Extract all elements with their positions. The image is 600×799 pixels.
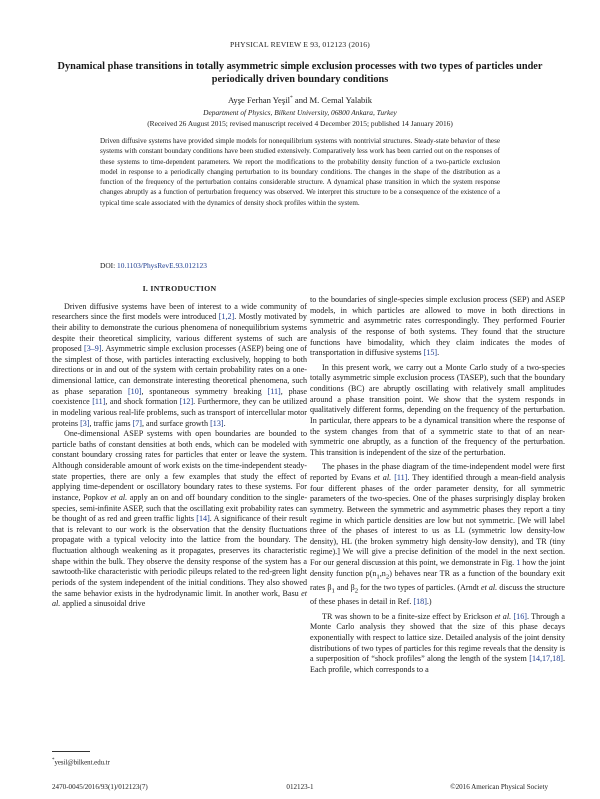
footnote-email[interactable]: yesil@bilkent.edu.tr	[54, 759, 110, 767]
citation-link[interactable]: [16]	[513, 611, 527, 621]
footer-issn: 2470-0045/2016/93(1)/012123(7)	[52, 783, 148, 791]
doi-label: DOI:	[100, 261, 118, 270]
footnote-divider	[52, 751, 90, 752]
citation-link[interactable]: [11]	[92, 397, 106, 407]
received-dates: (Received 26 August 2015; revised manuscript received 4 December 2015; published 14 January 2016)	[147, 119, 453, 128]
citation-link[interactable]: [11]	[394, 473, 408, 482]
paragraph-4: In this present work, we carry out a Monte Carlo study of a two-species totally asymmetric simple exclusion process (TASEP), such that the boundary conditions (BC) are abruptly oscillating with relatively small amplitudes around a phase transition point. We show that the system responds in qualitatively different forms, depending on the frequency of the perturbation. In particular, there appears to be a dynamical transition where the response of the system changes from that of a symmetric state to that of an near-symmetric one abruptly, as a function of the frequency of the perturbation. This transition is independent of the size of the perturbation.	[310, 362, 565, 457]
footer-copyright: ©2016 American Physical Society	[450, 783, 548, 791]
journal-header: PHYSICAL REVIEW E 93, 012123 (2016)	[230, 40, 370, 49]
citation-link[interactable]: [1,2]	[218, 312, 235, 322]
paragraph-3: to the boundaries of single-species simple exclusion process (SEP) and ASEP models, in which particles are allowed to move in both directions in symmetric and asymmetric rates correspondingly. They performed Fourier analysis of the response of both systems. They found that the structure functions have bimodality, which they claim indicates the modes of transportation in diffusive systems [15].	[310, 295, 565, 358]
article-title: Dynamical phase transitions in totally asymmetric simple exclusion processes with two types of particles under periodically driven boundary conditions	[57, 61, 543, 86]
author-1-footnote-mark[interactable]: *	[289, 95, 293, 102]
right-column	[310, 295, 565, 675]
citation-link[interactable]: [3–9]	[84, 344, 102, 354]
abstract: Driven diffusive systems have provided simple models for nonequilibrium systems with nontrivial structures. Steady-state behavior of these systems with constant boundary conditions have been studied extensively. Comparatively less work has been carried out on the responses of these systems to time-dependent parameters. We report the modifications to the probability density function of a two-particle exclusion model in response to a periodically changing perturbation to its boundary conditions. The changes in the shape of the distribution as a function of the frequency of the perturbation contains considerable structure. A dynamical phase transition in which the system response changes abruptly as a function of perturbation frequency was observed. We interpret this structure to be a consequence of the existence of a typical time scale associated with the dynamics of density shock profiles within the system.	[100, 137, 500, 207]
paragraph-5: The phases in the phase diagram of the time-independent model were first reported by Evans et al. [11]. They identified through a mean-field analysis four different phases of the order parameter density, for all symmetric parameters of the two-species. One of the phases surprisingly display broken symmetry. Between the symmetric and asymmetric phases they report a tiny regime in which particle densities are low but not symmetric. [We will label three of the phases of interest to us as LL (symmetric low density-low density), HL (the broken symmetry high density-low density), and TR (tiny regime).] We will give a precise definition of the model in the next section. For our general discussion at this point, we demonstrate in Fig. 1 how the joint density function $p(n_1,n_2)$ behaves near TR as a function of the boundary exit rates $\beta_1$ and $\beta_2$ for the two types of particles. (Arndt et al. discuss the structure of these phases in detail in Ref. [18].)	[310, 462, 565, 607]
section-heading: I. INTRODUCTION	[142, 284, 217, 293]
citation-link[interactable]: [7]	[132, 418, 142, 428]
citation-link[interactable]: [3]	[80, 418, 90, 428]
footer-page-number: 012123-1	[286, 783, 314, 791]
footnote	[52, 758, 110, 766]
left-column	[52, 284, 307, 610]
paragraph-1: Driven diffusive systems have been of interest to a wide community of researchers since the first models were introduced [1,2]. Mostly motivated by their ability to demonstrate the curious phenomena of nonequilibrium systems despite their theoretical simplicity, various different systems of such are proposed [3–9]. Asymmetric simple exclusion processes (ASEP) being one of the simplest of those, with particles interacting exclusively, hopping to both directions or in and out of the system with certain probability rates on a one-dimensional lattice, can demonstrate interesting theoretical phenomena, such as phase separation [10], spontaneous symmetry breaking [11], phase coexistence [11], and shock formation [12]. Furthermore, they can be utilized in modeling various real-life problems, such as transport of intercellular motor proteins [3], traffic jams [7], and surface growth [13].	[52, 301, 308, 428]
figure-link[interactable]: 1	[516, 558, 521, 567]
citation-link[interactable]: [18]	[413, 597, 427, 607]
author-2[interactable]: M. Cemal Yalabik	[309, 95, 372, 105]
citation-link[interactable]: [14]	[196, 514, 210, 524]
author-1[interactable]: Ayşe Ferhan Yeşil	[227, 95, 290, 105]
citation-link[interactable]: [14,17,18]	[529, 654, 563, 664]
citation-link[interactable]: [13]	[210, 418, 224, 428]
citation-link[interactable]: [11]	[267, 386, 281, 396]
citation-link[interactable]: [12]	[179, 397, 194, 407]
citation-link[interactable]: [15]	[423, 348, 438, 358]
paragraph-6: TR was shown to be a finite-size effect by Erickson et al. [16]. Through a Monte Carlo analysis they showed that the size of this phase decays exponentially with respect to lattice size. Detailed analysis of the joint density distributions of two types of particles for this regime reveals that the density is a superposition of “shock profiles” along the length of the system [14,17,18]. Each profile, which corresponds to a	[310, 611, 565, 674]
doi-link[interactable]: 10.1103/PhysRevE.93.012123	[117, 261, 207, 270]
doi-line	[100, 261, 207, 270]
citation-link[interactable]: [10]	[127, 386, 142, 396]
author-joiner: and	[292, 95, 310, 105]
footnote-mark: *	[52, 758, 55, 763]
paragraph-2: One-dimensional ASEP systems with open boundaries are bounded to particle baths of constant densities at both ends, which can be modeled with constant boundary crossing rates for particles that enter or leave the system. Although considerable amount of work exists on the time-independent steady-state properties, there are only a few examples that study the effect of applying time-dependent or oscillatory boundary rates to these systems. For instance, Popkov et al. apply an on and off boundary condition to the single-species, semi-infinite ASEP, such that the oscillating exit probability rates can be thought of as red and green traffic lights [14]. A significance of their result that is relevant to our work is the observation that the density fluctuations propagate with a typical velocity into the lattice from the boundary. The fluctuation although weakening as it propagates, preserves its characteristic shape within the bulk. They observe the density response of the system has a sawtooth-like characteristic with periodic pileups related to the red-green light periods of the system independent of the initial conditions. They also showed the same behavior exists in the hydrodynamic limit. In another work, Basu et al. applied a sinusoidal drive	[52, 429, 308, 609]
affiliation: Department of Physics, Bilkent University, 06800 Ankara, Turkey	[203, 108, 397, 117]
authors	[0, 95, 600, 105]
